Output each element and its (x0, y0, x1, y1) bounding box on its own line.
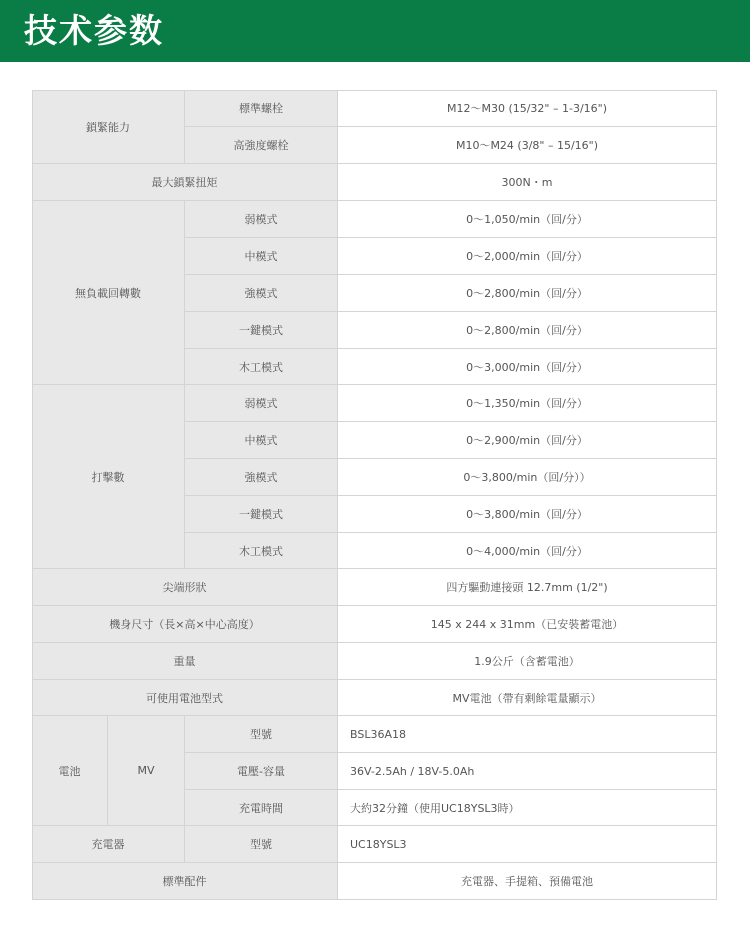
charger-model-value: UC18YSL3 (338, 826, 717, 863)
spec-table (32, 90, 717, 900)
battery-charge-time-value: 大約32分鐘（使用UC18YSL3時） (338, 790, 717, 826)
impact-rate-label: 打擊數 (32, 385, 185, 569)
battery-label: 電池 (32, 716, 108, 826)
no-load-speed-value: 0～2,800/min（回/分） (338, 312, 717, 349)
max-torque-label: 最大鎖緊扭矩 (32, 164, 338, 201)
charger-model-label: 型號 (185, 826, 338, 863)
tightening-standard-bolt-label: 標準螺栓 (185, 90, 338, 127)
battery-model-label: 型號 (185, 716, 338, 753)
impact-rate-value: 0～3,800/min（回/分）） (338, 459, 717, 496)
weight-value: 1.9公斤（含蓄電池） (338, 643, 717, 680)
battery-voltage-value: 36V-2.5Ah / 18V-5.0Ah (338, 753, 717, 790)
accessories-value: 充電器、手提箱、預備電池 (338, 863, 717, 900)
no-load-speed-mode-label: 強模式 (185, 275, 338, 312)
no-load-speed-mode-label: 中模式 (185, 238, 338, 275)
charger-label: 充電器 (32, 826, 185, 863)
header-bar (0, 0, 750, 62)
impact-rate-mode-label: 中模式 (185, 422, 338, 459)
no-load-speed-mode-label: 一鍵模式 (185, 312, 338, 349)
impact-rate-mode-label: 木工模式 (185, 533, 338, 569)
no-load-speed-mode-label: 木工模式 (185, 349, 338, 385)
no-load-speed-label: 無負載回轉數 (32, 201, 185, 385)
battery-voltage-label: 電壓-容量 (185, 753, 338, 790)
dimensions-label: 機身尺寸（長×高×中心高度） (32, 606, 338, 643)
impact-rate-value: 0～2,900/min（回/分） (338, 422, 717, 459)
max-torque-value: 300N・m (338, 164, 717, 201)
anvil-label: 尖端形狀 (32, 569, 338, 606)
tightening-label: 鎖緊能力 (32, 90, 185, 164)
battery-charge-time-label: 充電時間 (185, 790, 338, 826)
dimensions-value: 145 x 244 x 31mm（已安裝蓄電池） (338, 606, 717, 643)
impact-rate-mode-label: 強模式 (185, 459, 338, 496)
battery-type-label: 可使用電池型式 (32, 680, 338, 716)
impact-rate-mode-label: 一鍵模式 (185, 496, 338, 533)
accessories-label: 標準配件 (32, 863, 338, 900)
battery-series-label: MV (108, 716, 185, 826)
no-load-speed-value: 0～3,000/min（回/分） (338, 349, 717, 385)
weight-label: 重量 (32, 643, 338, 680)
impact-rate-value: 0～3,800/min（回/分） (338, 496, 717, 533)
tightening-high-strength-bolt-value: M10～M24 (3/8" – 15/16") (338, 127, 717, 164)
page-title: 技术参数 (24, 11, 164, 50)
tightening-high-strength-bolt-label: 高強度螺栓 (185, 127, 338, 164)
tightening-standard-bolt-value: M12～M30 (15/32" – 1-3/16") (338, 90, 717, 127)
no-load-speed-value: 0～2,800/min（回/分） (338, 275, 717, 312)
battery-model-value: BSL36A18 (338, 716, 717, 753)
battery-type-value: MV電池（帶有剩餘電量顯示） (338, 680, 717, 716)
impact-rate-value: 0～4,000/min（回/分） (338, 533, 717, 569)
impact-rate-mode-label: 弱模式 (185, 385, 338, 422)
impact-rate-value: 0～1,350/min（回/分） (338, 385, 717, 422)
no-load-speed-value: 0～1,050/min（回/分） (338, 201, 717, 238)
no-load-speed-mode-label: 弱模式 (185, 201, 338, 238)
no-load-speed-value: 0～2,000/min（回/分） (338, 238, 717, 275)
anvil-value: 四方驅動連接頭 12.7mm (1/2") (338, 569, 717, 606)
